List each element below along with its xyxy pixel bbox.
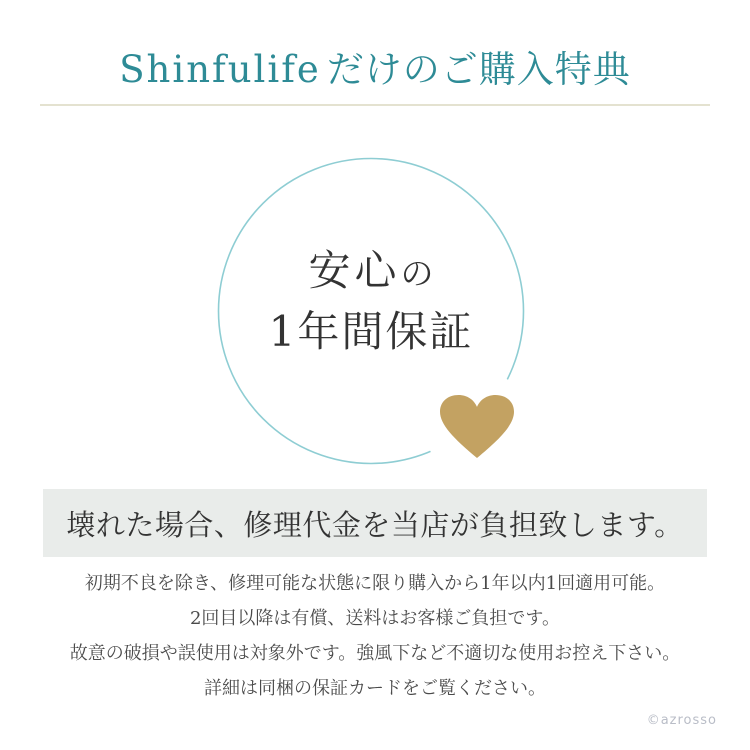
page-title: [0, 48, 750, 92]
watermark-credit: ©azrosso: [646, 713, 717, 728]
badge-subheadline: 1年間保証: [268, 307, 474, 356]
title-divider: [40, 104, 710, 106]
guarantee-statement: 壊れた場合、修理代金を当店が負担致します。: [66, 507, 684, 542]
guarantee-statement-box: [43, 489, 707, 557]
terms-line-1: 初期不良を除き、修理可能な状態に限り購入から1年以内1回適用可能。: [84, 573, 666, 594]
badge-headline: [210, 248, 532, 297]
badge-text: [210, 248, 532, 355]
warranty-badge: [210, 150, 532, 472]
terms-line-3: 故意の破損や誤使用は対象外です。強風下など不適切な使用お控え下さい。: [69, 643, 681, 664]
terms-list: [0, 566, 750, 706]
badge-headline-kanji: 安心: [308, 246, 401, 295]
title-suffix: だけのご購入特典: [326, 48, 631, 91]
brand-name: Shinfulife: [119, 48, 321, 91]
terms-line-4: 詳細は同梱の保証カードをご覧ください。: [204, 678, 546, 699]
badge-headline-particle: の: [400, 254, 434, 293]
terms-line-2: 2回目以降は有償、送料はお客様ご負担です。: [189, 608, 560, 629]
